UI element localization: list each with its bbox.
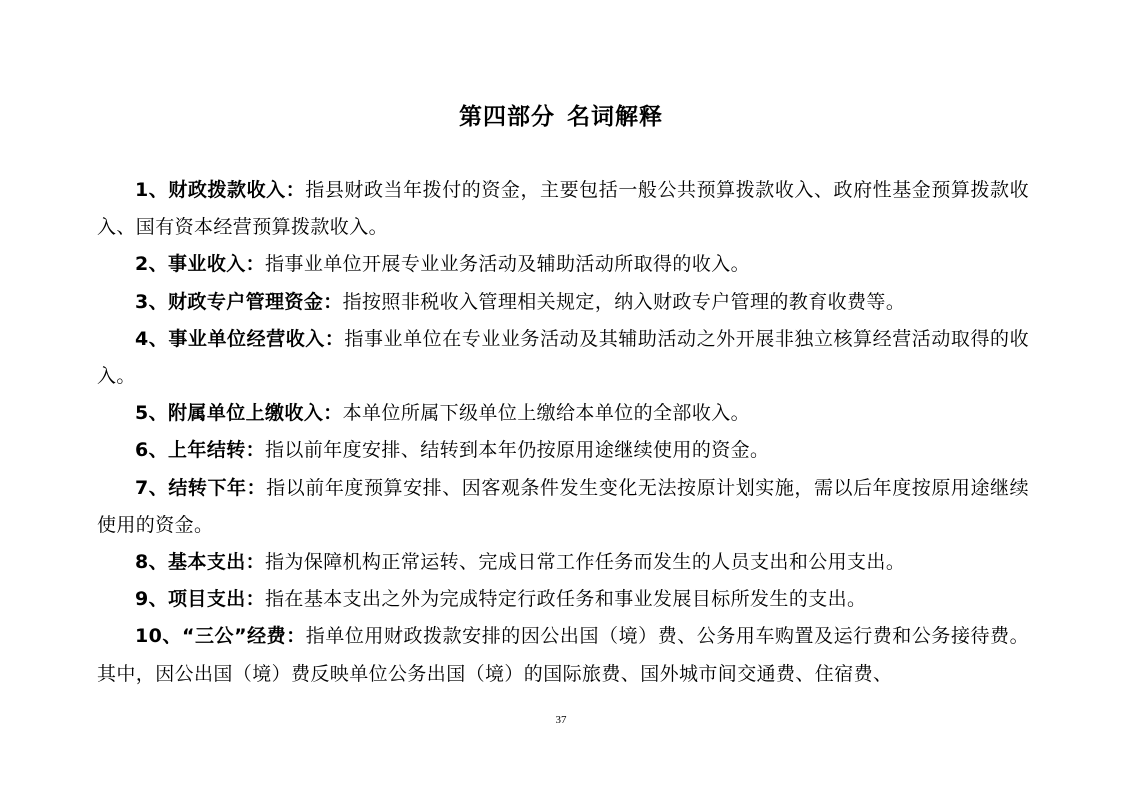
definition-item <box>97 470 1029 544</box>
definition-item <box>97 581 1029 618</box>
definition-item <box>97 246 1029 283</box>
definition-text: 指在基本支出之外为完成特定行政任务和事业发展目标所发生的支出。 <box>265 588 867 611</box>
definition-text: 指单位用财政拨款安排的因公出国（境）费、公务用车购置及运行费和公务接待费。其中，因公出国（境）费反映单位公务出国（境）的国际旅费、国外城市间交通费、住宿费、 <box>97 625 1029 685</box>
definition-text: 本单位所属下级单位上缴给本单位的全部收入。 <box>342 402 751 425</box>
definition-text: 指为保障机构正常运转、完成日常工作任务而发生的人员支出和公用支出。 <box>265 551 906 574</box>
definition-text: 指以前年度预算安排、因客观条件发生变化无法按原计划实施，需以后年度按原用途继续使用的资金。 <box>97 476 1029 536</box>
definition-text: 指事业单位开展专业业务活动及辅助活动所取得的收入。 <box>265 253 751 276</box>
definition-term: 9、项目支出： <box>135 588 266 611</box>
definitions-list <box>97 172 1029 693</box>
page-number: 37 <box>555 714 567 726</box>
title-part: 第四部分 <box>459 104 555 130</box>
definition-item <box>97 544 1029 581</box>
definition-item <box>97 321 1029 395</box>
definition-term: 6、上年结转： <box>135 439 266 462</box>
definition-item <box>97 395 1029 432</box>
definition-text: 指县财政当年拨付的资金，主要包括一般公共预算拨款收入、政府性基金预算拨款收入、国有资本经营预算拨款收入。 <box>97 179 1029 239</box>
definition-text: 指事业单位在专业业务活动及其辅助活动之外开展非独立核算经营活动取得的收入。 <box>97 327 1029 388</box>
definition-item <box>97 172 1029 246</box>
page-title <box>0 98 1122 131</box>
definition-text: 指以前年度安排、结转到本年仍按原用途继续使用的资金。 <box>265 439 770 462</box>
definition-term: 1、财政拨款收入： <box>135 179 306 201</box>
definition-term: 5、附属单位上缴收入： <box>135 402 343 425</box>
definition-text: 指按照非税收入管理相关规定，纳入财政专户管理的教育收费等。 <box>342 290 906 313</box>
definition-term: 3、财政专户管理资金： <box>135 290 343 313</box>
definition-term: 2、事业收入： <box>135 253 266 276</box>
definition-term: 8、基本支出： <box>135 551 266 574</box>
definition-term: 4、事业单位经营收入： <box>135 327 345 350</box>
definition-item <box>97 284 1029 321</box>
definition-term: 7、结转下年： <box>135 476 267 499</box>
definition-term: 10、“三公”经费： <box>135 625 306 648</box>
definition-item <box>97 432 1029 469</box>
title-main: 名词解释 <box>567 104 663 130</box>
definition-item <box>97 618 1029 692</box>
